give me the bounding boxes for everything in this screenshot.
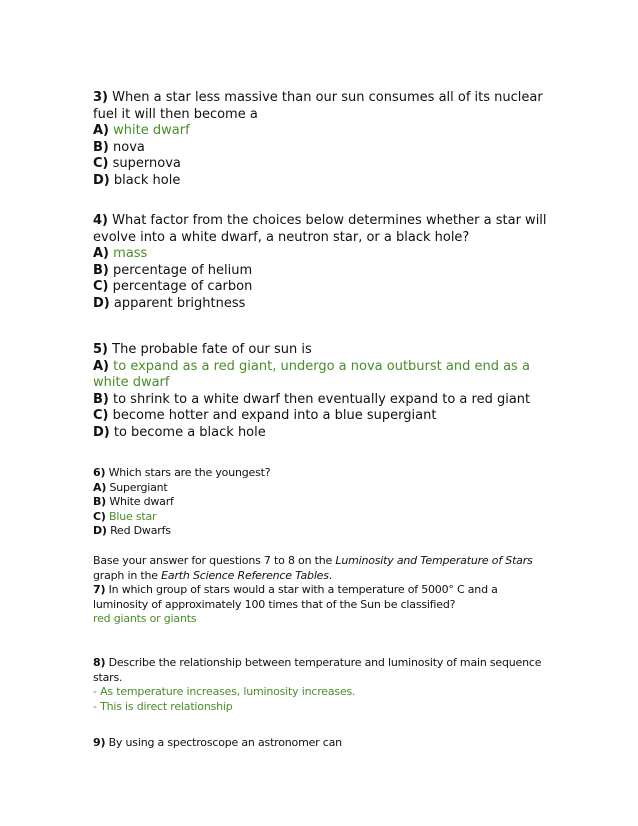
question-7-stem [93,583,549,612]
option-text: supernova [112,156,181,172]
option-letter: B) [93,391,109,407]
question-number: 6) [93,466,106,479]
option-text: black hole [113,172,181,188]
option-letter: B) [93,139,109,155]
option-letter: D) [93,172,110,188]
option-a [93,481,548,496]
option-letter: C) [93,408,109,424]
option-b [93,140,548,157]
question-text: The probable fate of our sun is [112,342,312,357]
question-number: 3) [93,90,108,105]
question-text: What factor from the choices below determines whether a star will evolve into a white dwarf, a neutron star, or a black hole? [93,213,547,245]
option-text: Red Dwarfs [110,524,171,538]
question-3 [93,90,548,190]
option-c [93,510,548,525]
answer-line: - This is direct relationship [93,699,233,713]
option-d [93,524,548,539]
question-9 [93,736,548,751]
question-4 [93,213,548,313]
option-b [93,392,548,409]
option-a [93,123,548,140]
option-text: percentage of helium [113,262,253,278]
correct-answer: to expand as a red giant, undergo a nova outburst and end as a white dwarf [93,358,530,391]
option-d [93,173,548,190]
question-5-stem [93,342,548,359]
question-6 [93,466,548,539]
question-number: 9) [93,736,106,749]
section-intro [93,554,549,583]
option-letter: B) [93,262,109,278]
option-c [93,156,548,173]
option-letter: D) [93,295,110,311]
option-d [93,425,548,442]
option-letter: D) [93,424,110,440]
correct-answer: white dwarf [113,123,190,139]
option-a [93,359,548,392]
correct-answer: red giants or giants [93,612,197,626]
option-letter: C) [93,509,106,523]
question-text: By using a spectroscope an astronomer can [108,736,342,749]
option-b [93,263,548,280]
question-8-stem [93,656,549,685]
intro-text: Base your answer for questions 7 to 8 on the [93,554,336,567]
question-text: When a star less massive than our sun consumes all of its nuclear fuel it will then become a [93,90,543,122]
correct-answer: Blue star [109,509,157,523]
correct-answer: mass [113,246,148,262]
option-letter: A) [93,480,107,494]
question-number: 7) [93,583,106,597]
answer-line: - As temperature increases, luminosity increases. [93,685,356,699]
option-letter: C) [93,156,109,172]
question-number: 4) [93,213,108,228]
question-9-stem [93,736,548,751]
question-5 [93,342,548,442]
option-text: Supergiant [109,480,168,494]
question-3-stem [93,90,548,123]
question-8 [93,656,549,714]
option-text: apparent brightness [113,295,246,311]
option-d [93,296,548,313]
option-text: nova [113,139,145,155]
question-4-stem [93,213,548,246]
question-text: Describe the relationship between temperature and luminosity of main sequence stars. [93,656,542,684]
option-letter: A) [93,123,110,139]
question-text: In which group of stars would a star with a temperature of 5000° C and a luminosity of approximately 100 times that of the Sun be classified? [93,583,498,611]
question-7 [93,554,549,627]
option-letter: A) [93,358,110,374]
question-text: Which stars are the youngest? [108,466,271,479]
option-letter: C) [93,279,109,295]
question-number: 5) [93,342,108,357]
option-c [93,279,548,296]
intro-text: . [328,568,333,582]
option-c [93,408,548,425]
option-text: become hotter and expand into a blue supergiant [112,408,437,424]
option-b [93,495,548,510]
option-text: to become a black hole [113,424,266,440]
option-letter: A) [93,246,110,262]
option-a [93,246,548,263]
option-text: percentage of carbon [112,279,253,295]
reference-tables-title: Earth Science Reference Tables [161,568,329,582]
option-text: to shrink to a white dwarf then eventually expand to a red giant [113,391,531,407]
intro-text: graph in the [93,568,162,582]
option-letter: D) [93,524,107,538]
reference-graph-title: Luminosity and Temperature of Stars [335,554,533,567]
option-text: White dwarf [109,495,174,509]
question-6-stem [93,466,548,481]
question-number: 8) [93,656,106,669]
option-letter: B) [93,495,107,509]
